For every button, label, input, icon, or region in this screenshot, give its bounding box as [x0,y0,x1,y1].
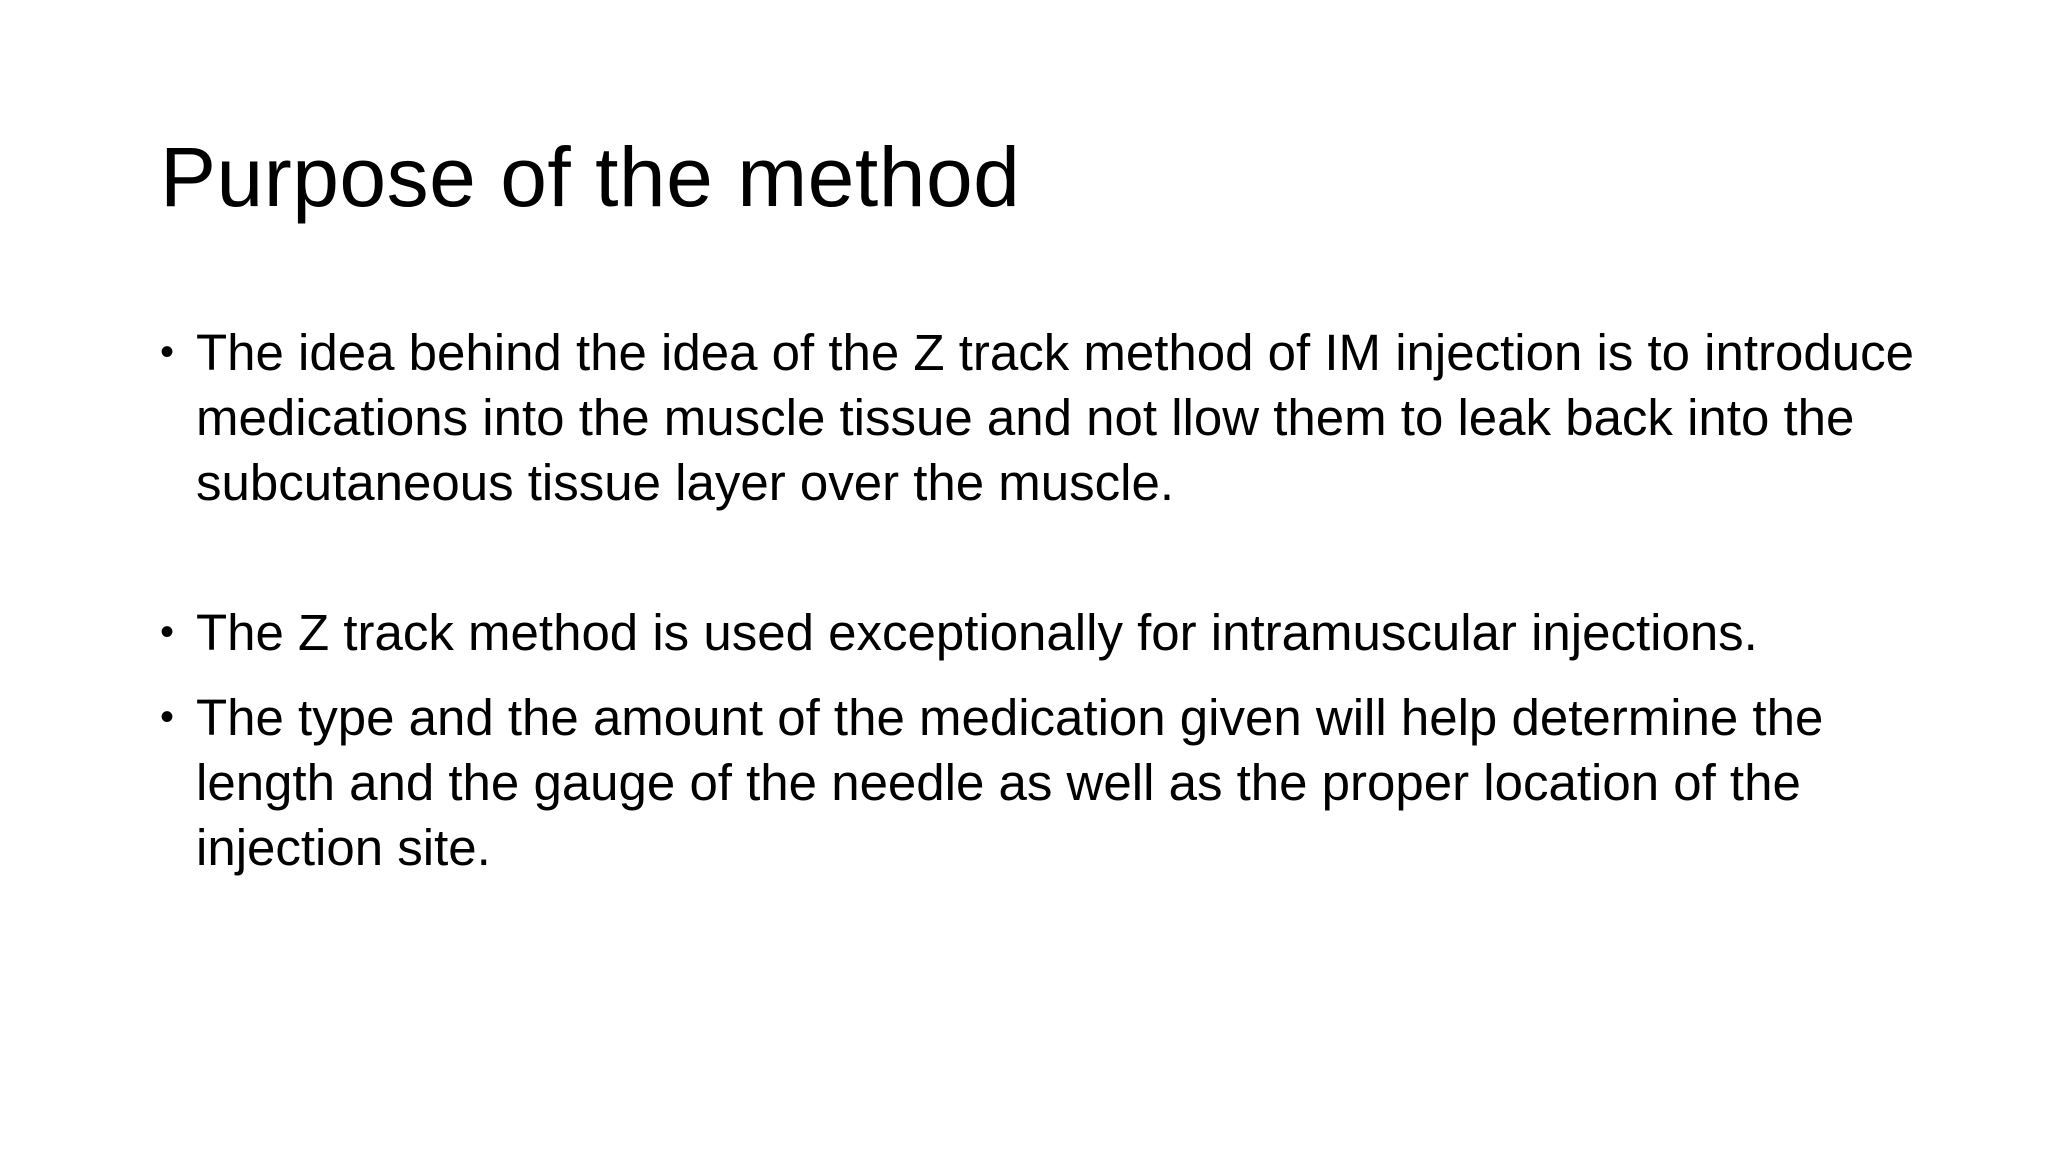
bullet-text: The type and the amount of the medication given will help determine the length and the gauge of the needle as well as the proper location of the injection site. [196,689,1824,876]
bullet-item [160,685,1920,880]
bullet-item [160,320,1920,515]
bullet-text: The Z track method is used exceptionally for intramuscular injections. [196,604,1758,661]
bullet-dot-icon: • [160,695,175,739]
bullet-text: The idea behind the idea of the Z track method of IM injection is to introduce medications into the muscle tissue and not llow them to leak back into the subcutaneous tissue layer over the muscle. [196,324,1914,511]
bullet-item [160,600,1920,665]
bullet-dot-icon: • [160,330,175,374]
bullet-dot-icon: • [160,610,175,654]
slide-title: Purpose of the method [160,130,1021,224]
bullet-list [160,320,1920,880]
